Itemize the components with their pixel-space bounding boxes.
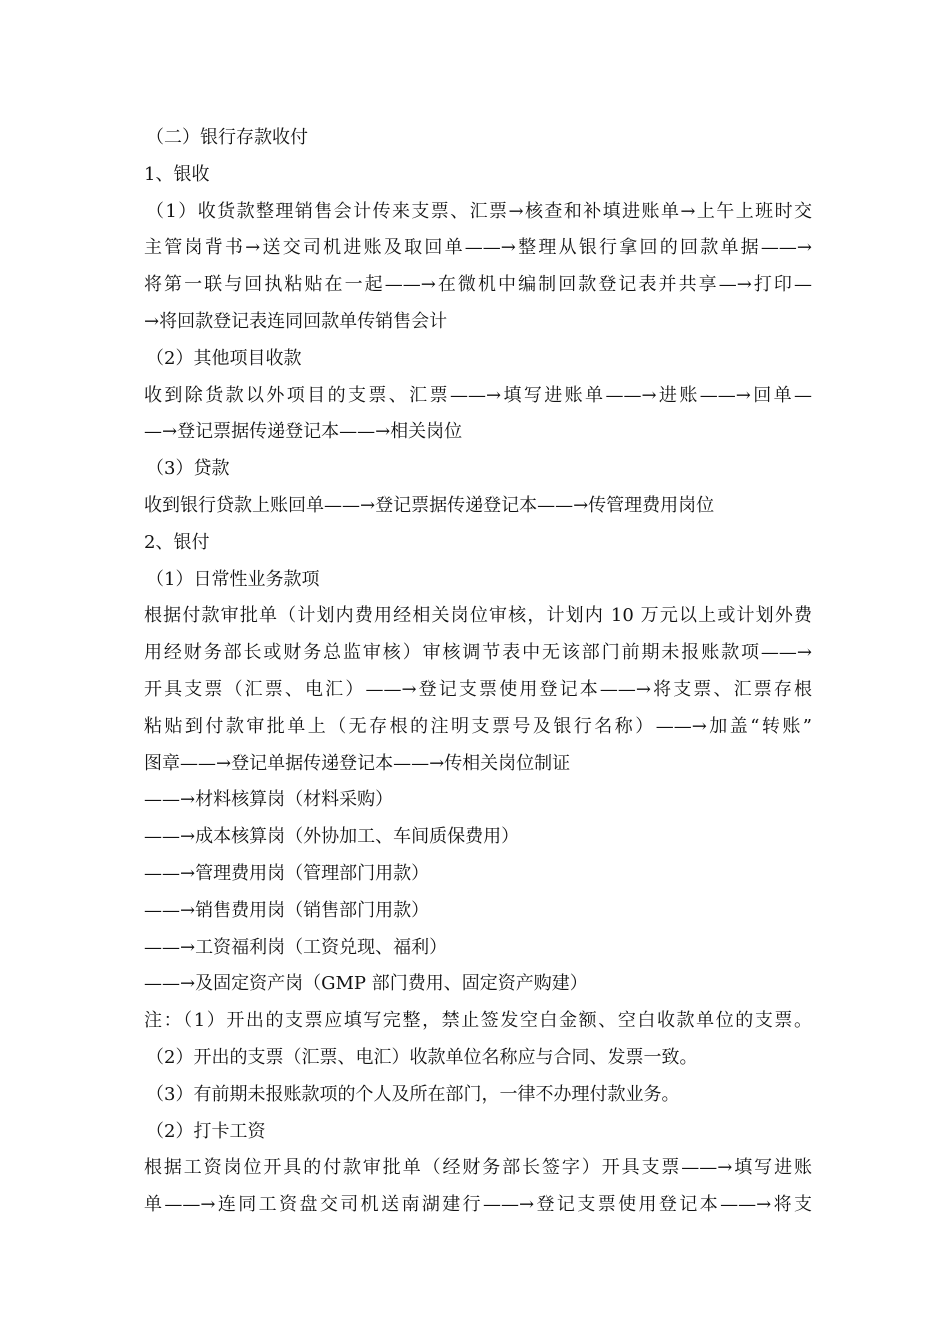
text-line: 粘贴到付款审批单上（无存根的注明支票号及银行名称）——→加盖“转账” [144,715,812,737]
text-line: 收到除货款以外项目的支票、汇票——→填写进账单——→进账——→回单— [144,384,812,406]
text-line: 1、银收 [144,163,210,185]
text-line: ——→工资福利岗（工资兑现、福利） [144,936,448,958]
text-line: （2）打卡工资 [146,1120,266,1142]
text-line: ——→及固定资产岗（GMP 部门费用、固定资产购建） [144,973,588,995]
text-line: 单——→连同工资盘交司机送南湖建行——→登记支票使用登记本——→将支 [144,1194,812,1216]
text-line: 将第一联与回执粘贴在一起——→在微机中编制回款登记表并共享—→打印— [144,274,812,296]
text-line: 主管岗背书→送交司机进账及取回单——→整理从银行拿回的回款单据——→ [144,237,812,259]
text-line: （1）收货款整理销售会计传来支票、汇票→核查和补填进账单→上午上班时交 [146,200,812,222]
text-line: —→登记票据传递登记本——→相关岗位 [144,421,463,443]
text-line: ——→销售费用岗（销售部门用款） [144,899,430,921]
text-line: 根据付款审批单（计划内费用经相关岗位审核，计划内 10 万元以上或计划外费 [144,605,812,627]
text-line: 开具支票（汇票、电汇）——→登记支票使用登记本——→将支票、汇票存根 [144,678,812,700]
text-line: （3）有前期未报账款项的个人及所在部门，一律不办理付款业务。 [146,1083,680,1105]
text-line: 图章——→登记单据传递登记本——→传相关岗位制证 [144,752,571,774]
text-line: （二）银行存款收付 [146,127,308,148]
text-line: ——→成本核算岗（外协加工、车间质保费用） [144,826,520,848]
text-line: 2、银付 [144,531,210,553]
text-line: ——→材料核算岗（材料采购） [144,789,394,811]
text-line: （2）其他项目收款 [146,347,302,369]
text-line: （2）开出的支票（汇票、电汇）收款单位名称应与合同、发票一致。 [146,1046,698,1068]
text-line: ——→管理费用岗（管理部门用款） [144,862,430,884]
text-line: （3）贷款 [146,458,230,480]
text-line: 注：（1）开出的支票应填写完整，禁止签发空白金额、空白收款单位的支票。 [144,1010,812,1032]
document-body [144,120,812,1224]
text-line: 根据工资岗位开具的付款审批单（经财务部长签字）开具支票——→填写进账 [144,1157,812,1179]
text-line: 收到银行贷款上账回单——→登记票据传递登记本——→传管理费用岗位 [144,494,715,516]
text-line: →将回款登记表连同回款单传销售会计 [144,310,448,332]
text-line: （1）日常性业务款项 [146,568,320,590]
text-line: 用经财务部长或财务总监审核）审核调节表中无该部门前期未报账款项——→ [144,642,812,664]
